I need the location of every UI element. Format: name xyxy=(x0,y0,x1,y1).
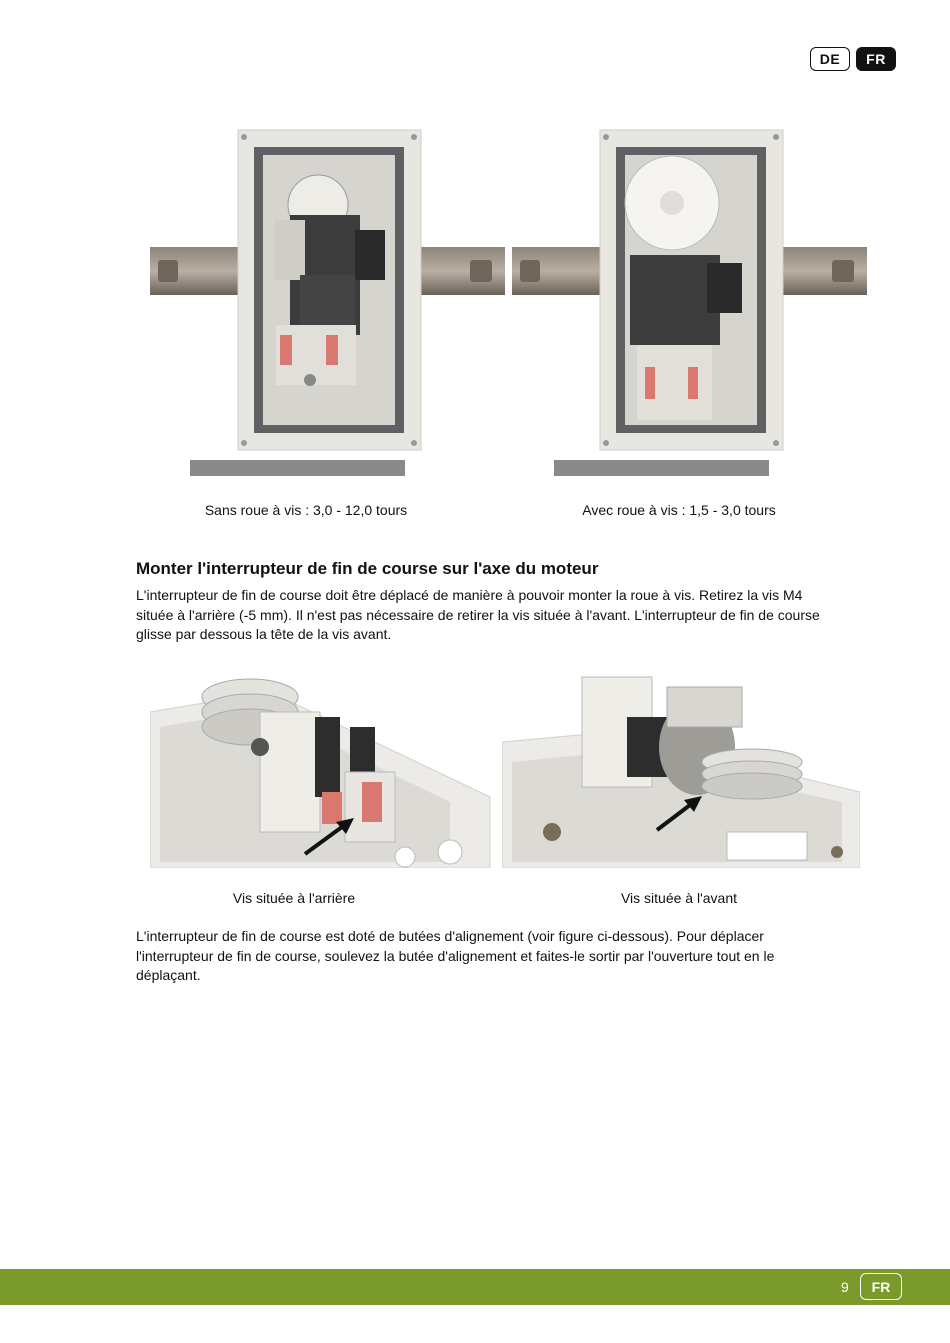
caption-front-screw: Vis située à l'avant xyxy=(620,890,738,906)
caption-with-worm-wheel: Avec roue à vis : 1,5 - 3,0 tours xyxy=(582,502,776,518)
footer-lang-badge: FR xyxy=(860,1273,902,1300)
gearbox-with-worm-wheel-image xyxy=(512,125,867,480)
gearbox-without-worm-wheel-image xyxy=(150,125,505,480)
front-screw-image xyxy=(502,672,860,868)
rear-screw-image xyxy=(150,672,495,868)
caption-without-worm-wheel: Sans roue à vis : 3,0 - 12,0 tours xyxy=(204,502,408,518)
paragraph-mounting-instructions: L'interrupteur de fin de course doit être déplacé de manière à pouvoir monter la roue à vis. Retirez la vis M4 située à l'arrière (-5 mm). Il n'est pas nécessaire de retirer la vis située à l'avant. L'interrupteur de fin de course glisse par dessous la tête de la vis avant. xyxy=(136,587,820,642)
section-heading: Monter l'interrupteur de fin de course sur l'axe du moteur xyxy=(136,559,599,578)
lang-fr-button[interactable]: FR xyxy=(856,47,896,71)
caption-rear-screw: Vis située à l'arrière xyxy=(232,890,356,906)
language-switch xyxy=(810,47,896,71)
footer-bar xyxy=(0,1269,950,1305)
page-number: 9 xyxy=(841,1279,849,1295)
lang-de-button[interactable]: DE xyxy=(810,47,850,71)
paragraph-alignment-stops: L'interrupteur de fin de course est doté de butées d'alignement (voir figure ci-dessous). Pour déplacer l'interrupteur de fin de course, soulevez la butée d'alignement et faites-le sortir par l'ouverture tout en le déplaçant. xyxy=(136,928,775,983)
